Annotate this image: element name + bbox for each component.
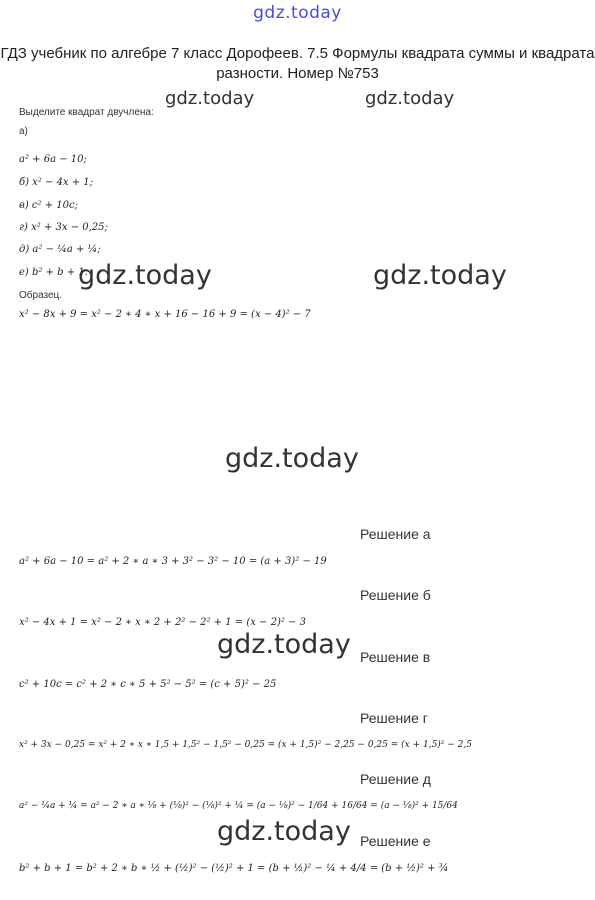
task-item: е) b² + b + 1. [19, 267, 88, 278]
task-item-a: a² + 6a − 10; [19, 154, 87, 165]
solution-heading: Решение д [360, 771, 431, 787]
task-item: д) a² − ¼a + ¼; [19, 244, 101, 255]
solution-expression: b² + b + 1 = b² + 2 ∗ b ∗ ½ + (½)² − (½)² + 1 = (b + ½)² − ¼ + 4/4 = (b + ½)² + ¾ [19, 863, 449, 874]
solution-heading: Решение в [360, 649, 431, 665]
solution-expression: x² + 3x − 0,25 = x² + 2 ∗ x ∗ 1,5 + 1,5² − 1,5² − 0,25 = (x + 1,5)² − 2,25 − 0,25 = (x + 1,5)² − 2,5 [19, 740, 472, 750]
site-logo[interactable]: gdz.today [253, 3, 342, 23]
solution-heading: Решение г [360, 710, 428, 726]
task-instruction: Выделите квадрат двучлена: [19, 107, 154, 118]
solution-expression: c² + 10c = c² + 2 ∗ c ∗ 5 + 5² − 5² = (c + 5)² − 25 [19, 679, 277, 690]
solution-expression: a² + 6a − 10 = a² + 2 ∗ a ∗ 3 + 3² − 3² − 10 = (a + 3)² − 19 [19, 556, 327, 567]
task-item: б) x² − 4x + 1; [19, 177, 94, 188]
watermark: gdz.today [373, 260, 507, 291]
page-title: ГДЗ учебник по алгебре 7 класс Дорофеев. 7.5 Формулы квадрата суммы и квадрата разности. Номер №753 [0, 45, 595, 82]
task-item: в) c² + 10c; [19, 200, 78, 211]
watermark: gdz.today [78, 260, 212, 291]
watermark: gdz.today [217, 816, 351, 847]
watermark: gdz.today [165, 88, 255, 109]
watermark: gdz.today [365, 88, 455, 109]
task-item: г) x² + 3x − 0,25; [19, 222, 108, 233]
solution-heading: Решение е [360, 833, 431, 849]
sample-label: Образец. [19, 290, 63, 301]
task-item-label: а) [19, 126, 28, 137]
watermark: gdz.today [225, 443, 359, 474]
solution-heading: Решение а [360, 526, 431, 542]
solution-expression: x² − 4x + 1 = x² − 2 ∗ x ∗ 2 + 2² − 2² + 1 = (x − 2)² − 3 [19, 617, 306, 628]
sample-expression: x² − 8x + 9 = x² − 2 ∗ 4 ∗ x + 16 − 16 + 9 = (x − 4)² − 7 [19, 309, 311, 320]
solution-expression: a² − ¼a + ¼ = a² − 2 ∗ a ∗ ⅛ + (⅛)² − (⅛)² + ¼ = (a − ⅛)² − 1/64 + 16/64 = (a − ⅛)² + 15/64 [19, 801, 458, 811]
watermark: gdz.today [217, 629, 351, 660]
solution-heading: Решение б [360, 587, 431, 603]
